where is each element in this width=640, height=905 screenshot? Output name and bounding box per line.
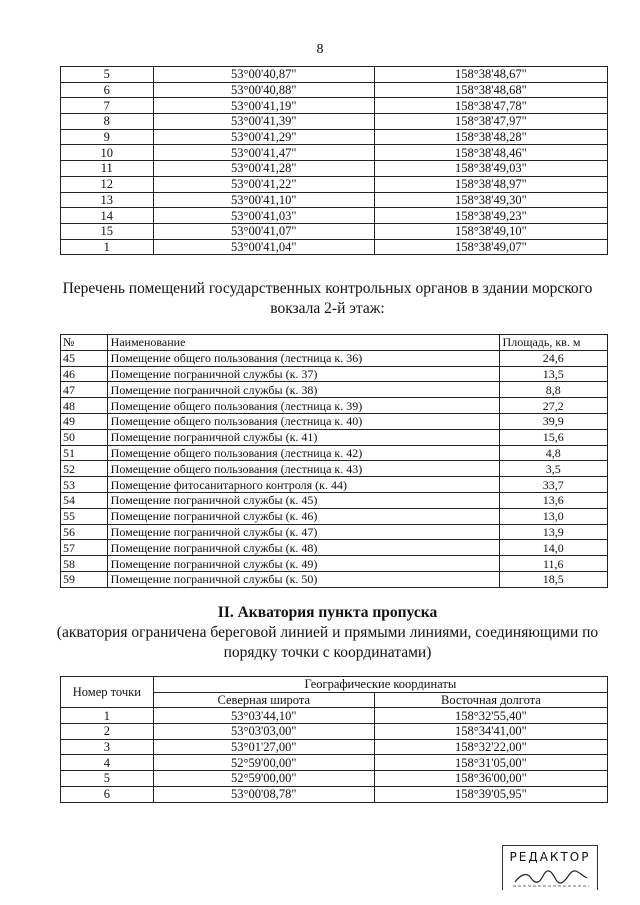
latitude-cell: 53°00'08,78" bbox=[153, 786, 374, 802]
room-area-cell: 27,2 bbox=[499, 398, 607, 414]
room-number-cell: 54 bbox=[61, 492, 108, 508]
table-row bbox=[61, 739, 608, 755]
room-number-cell: 56 bbox=[61, 524, 108, 540]
point-number-cell: 15 bbox=[61, 223, 154, 239]
signature-icon bbox=[511, 866, 591, 888]
room-area-cell: 11,6 bbox=[499, 556, 607, 572]
table-row bbox=[61, 413, 608, 429]
room-area-cell: 14,0 bbox=[499, 540, 607, 556]
room-area-cell: 24,6 bbox=[499, 350, 607, 366]
room-name-cell: Помещение общего пользования (лестница к. 43) bbox=[107, 461, 499, 477]
point-number-cell: 2 bbox=[61, 724, 154, 740]
point-number-cell: 5 bbox=[61, 771, 154, 787]
latitude-cell: 52°59'00,00" bbox=[153, 755, 374, 771]
header-number: № bbox=[61, 335, 108, 351]
table-row bbox=[61, 461, 608, 477]
point-number-cell: 3 bbox=[61, 739, 154, 755]
table-row bbox=[61, 540, 608, 556]
header-name: Наименование bbox=[107, 335, 499, 351]
longitude-cell: 158°32'22,00" bbox=[374, 739, 607, 755]
longitude-cell: 158°32'55,40" bbox=[374, 708, 607, 724]
section-subtitle: (акватория ограничена береговой линией и прямыми линиями, соединяющими по порядку точки с координатами) bbox=[56, 624, 599, 661]
latitude-cell: 53°00'41,04" bbox=[153, 239, 374, 255]
longitude-cell: 158°38'49,10" bbox=[374, 223, 607, 239]
table-row bbox=[61, 350, 608, 366]
latitude-cell: 53°00'41,10" bbox=[153, 192, 374, 208]
room-name-cell: Помещение пограничной службы (к. 48) bbox=[107, 540, 499, 556]
longitude-cell: 158°38'49,23" bbox=[374, 208, 607, 224]
room-name-cell: Помещение пограничной службы (к. 46) bbox=[107, 508, 499, 524]
longitude-cell: 158°38'49,30" bbox=[374, 192, 607, 208]
longitude-cell: 158°38'49,03" bbox=[374, 161, 607, 177]
table-row bbox=[61, 192, 608, 208]
room-number-cell: 50 bbox=[61, 429, 108, 445]
editor-stamp bbox=[502, 845, 598, 890]
longitude-cell: 158°38'48,46" bbox=[374, 145, 607, 161]
header-longitude: Восточная долгота bbox=[374, 692, 607, 708]
header-latitude: Северная широта bbox=[153, 692, 374, 708]
table-row bbox=[61, 786, 608, 802]
latitude-cell: 53°00'41,19" bbox=[153, 98, 374, 114]
room-area-cell: 13,9 bbox=[499, 524, 607, 540]
latitude-cell: 53°03'03,00" bbox=[153, 724, 374, 740]
page-number: 8 bbox=[316, 42, 324, 57]
room-number-cell: 57 bbox=[61, 540, 108, 556]
room-number-cell: 45 bbox=[61, 350, 108, 366]
room-number-cell: 52 bbox=[61, 461, 108, 477]
latitude-cell: 53°00'41,39" bbox=[153, 114, 374, 130]
table-row bbox=[61, 771, 608, 787]
table-row bbox=[61, 708, 608, 724]
room-area-cell: 4,8 bbox=[499, 445, 607, 461]
room-name-cell: Помещение пограничной службы (к. 49) bbox=[107, 556, 499, 572]
latitude-cell: 53°00'41,29" bbox=[153, 129, 374, 145]
longitude-cell: 158°31'05,00" bbox=[374, 755, 607, 771]
table-row bbox=[61, 755, 608, 771]
longitude-cell: 158°38'49,07" bbox=[374, 239, 607, 255]
water-area-points-table bbox=[60, 676, 608, 803]
point-number-cell: 7 bbox=[61, 98, 154, 114]
room-area-cell: 15,6 bbox=[499, 429, 607, 445]
room-name-cell: Помещение фитосанитарного контроля (к. 44) bbox=[107, 477, 499, 493]
point-number-cell: 8 bbox=[61, 114, 154, 130]
room-name-cell: Помещение пограничной службы (к. 38) bbox=[107, 382, 499, 398]
latitude-cell: 53°00'41,03" bbox=[153, 208, 374, 224]
section-title: II. Акватория пункта пропуска bbox=[217, 604, 438, 621]
room-number-cell: 53 bbox=[61, 477, 108, 493]
point-number-cell: 14 bbox=[61, 208, 154, 224]
longitude-cell: 158°38'48,28" bbox=[374, 129, 607, 145]
table-row bbox=[61, 82, 608, 98]
table-row bbox=[61, 145, 608, 161]
longitude-cell: 158°38'48,67" bbox=[374, 67, 607, 83]
latitude-cell: 53°00'41,07" bbox=[153, 223, 374, 239]
room-name-cell: Помещение пограничной службы (к. 47) bbox=[107, 524, 499, 540]
point-number-cell: 9 bbox=[61, 129, 154, 145]
longitude-cell: 158°38'47,97" bbox=[374, 114, 607, 130]
header-point-number: Номер точки bbox=[61, 677, 154, 708]
table-row bbox=[61, 477, 608, 493]
table-row bbox=[61, 724, 608, 740]
table-row bbox=[61, 176, 608, 192]
rooms-list-title: Перечень помещений государственных контрольных органов в здании морского вокзала 2-й этаж: bbox=[62, 280, 593, 317]
table-row bbox=[61, 524, 608, 540]
rooms-table bbox=[60, 334, 608, 588]
point-number-cell: 5 bbox=[61, 67, 154, 83]
latitude-cell: 53°00'40,88" bbox=[153, 82, 374, 98]
point-number-cell: 4 bbox=[61, 755, 154, 771]
point-number-cell: 13 bbox=[61, 192, 154, 208]
room-name-cell: Помещение общего пользования (лестница к. 39) bbox=[107, 398, 499, 414]
room-number-cell: 51 bbox=[61, 445, 108, 461]
room-area-cell: 8,8 bbox=[499, 382, 607, 398]
table-row bbox=[61, 382, 608, 398]
latitude-cell: 53°01'27,00" bbox=[153, 739, 374, 755]
table-row bbox=[61, 429, 608, 445]
room-number-cell: 47 bbox=[61, 382, 108, 398]
longitude-cell: 158°38'48,97" bbox=[374, 176, 607, 192]
latitude-cell: 53°00'41,22" bbox=[153, 176, 374, 192]
header-geo-coords: Географические координаты bbox=[153, 677, 607, 693]
room-name-cell: Помещение общего пользования (лестница к. 42) bbox=[107, 445, 499, 461]
table-row bbox=[61, 445, 608, 461]
room-name-cell: Помещение пограничной службы (к. 45) bbox=[107, 492, 499, 508]
point-number-cell: 6 bbox=[61, 786, 154, 802]
point-number-cell: 1 bbox=[61, 239, 154, 255]
room-number-cell: 55 bbox=[61, 508, 108, 524]
latitude-cell: 53°00'41,28" bbox=[153, 161, 374, 177]
longitude-cell: 158°38'47,78" bbox=[374, 98, 607, 114]
longitude-cell: 158°38'48,68" bbox=[374, 82, 607, 98]
table-row bbox=[61, 571, 608, 587]
point-number-cell: 12 bbox=[61, 176, 154, 192]
table-row bbox=[61, 556, 608, 572]
longitude-cell: 158°34'41,00" bbox=[374, 724, 607, 740]
table-row bbox=[61, 223, 608, 239]
latitude-cell: 53°00'41,47" bbox=[153, 145, 374, 161]
room-name-cell: Помещение пограничной службы (к. 50) bbox=[107, 571, 499, 587]
point-number-cell: 10 bbox=[61, 145, 154, 161]
coordinates-table bbox=[60, 66, 608, 255]
room-area-cell: 13,6 bbox=[499, 492, 607, 508]
longitude-cell: 158°39'05,95" bbox=[374, 786, 607, 802]
room-area-cell: 13,5 bbox=[499, 366, 607, 382]
points-header-row-1 bbox=[61, 677, 608, 693]
table-row bbox=[61, 208, 608, 224]
table-row bbox=[61, 239, 608, 255]
table-row bbox=[61, 114, 608, 130]
room-number-cell: 48 bbox=[61, 398, 108, 414]
point-number-cell: 11 bbox=[61, 161, 154, 177]
point-number-cell: 6 bbox=[61, 82, 154, 98]
room-name-cell: Помещение общего пользования (лестница к. 40) bbox=[107, 413, 499, 429]
room-name-cell: Помещение пограничной службы (к. 37) bbox=[107, 366, 499, 382]
longitude-cell: 158°36'00,00" bbox=[374, 771, 607, 787]
table-row bbox=[61, 492, 608, 508]
table-row bbox=[61, 398, 608, 414]
room-number-cell: 49 bbox=[61, 413, 108, 429]
header-area: Площадь, кв. м bbox=[499, 335, 607, 351]
room-number-cell: 46 bbox=[61, 366, 108, 382]
latitude-cell: 53°03'44,10" bbox=[153, 708, 374, 724]
table-row bbox=[61, 129, 608, 145]
room-name-cell: Помещение общего пользования (лестница к. 36) bbox=[107, 350, 499, 366]
point-number-cell: 1 bbox=[61, 708, 154, 724]
stamp-label: РЕДАКТОР bbox=[509, 850, 591, 864]
room-area-cell: 18,5 bbox=[499, 571, 607, 587]
table-row bbox=[61, 508, 608, 524]
table-row bbox=[61, 67, 608, 83]
latitude-cell: 52°59'00,00" bbox=[153, 771, 374, 787]
room-area-cell: 33,7 bbox=[499, 477, 607, 493]
room-area-cell: 13,0 bbox=[499, 508, 607, 524]
table-row bbox=[61, 161, 608, 177]
room-area-cell: 39,9 bbox=[499, 413, 607, 429]
room-area-cell: 3,5 bbox=[499, 461, 607, 477]
room-number-cell: 59 bbox=[61, 571, 108, 587]
latitude-cell: 53°00'40,87" bbox=[153, 67, 374, 83]
room-number-cell: 58 bbox=[61, 556, 108, 572]
table-row bbox=[61, 366, 608, 382]
rooms-table-header-row bbox=[61, 335, 608, 351]
room-name-cell: Помещение пограничной службы (к. 41) bbox=[107, 429, 499, 445]
table-row bbox=[61, 98, 608, 114]
